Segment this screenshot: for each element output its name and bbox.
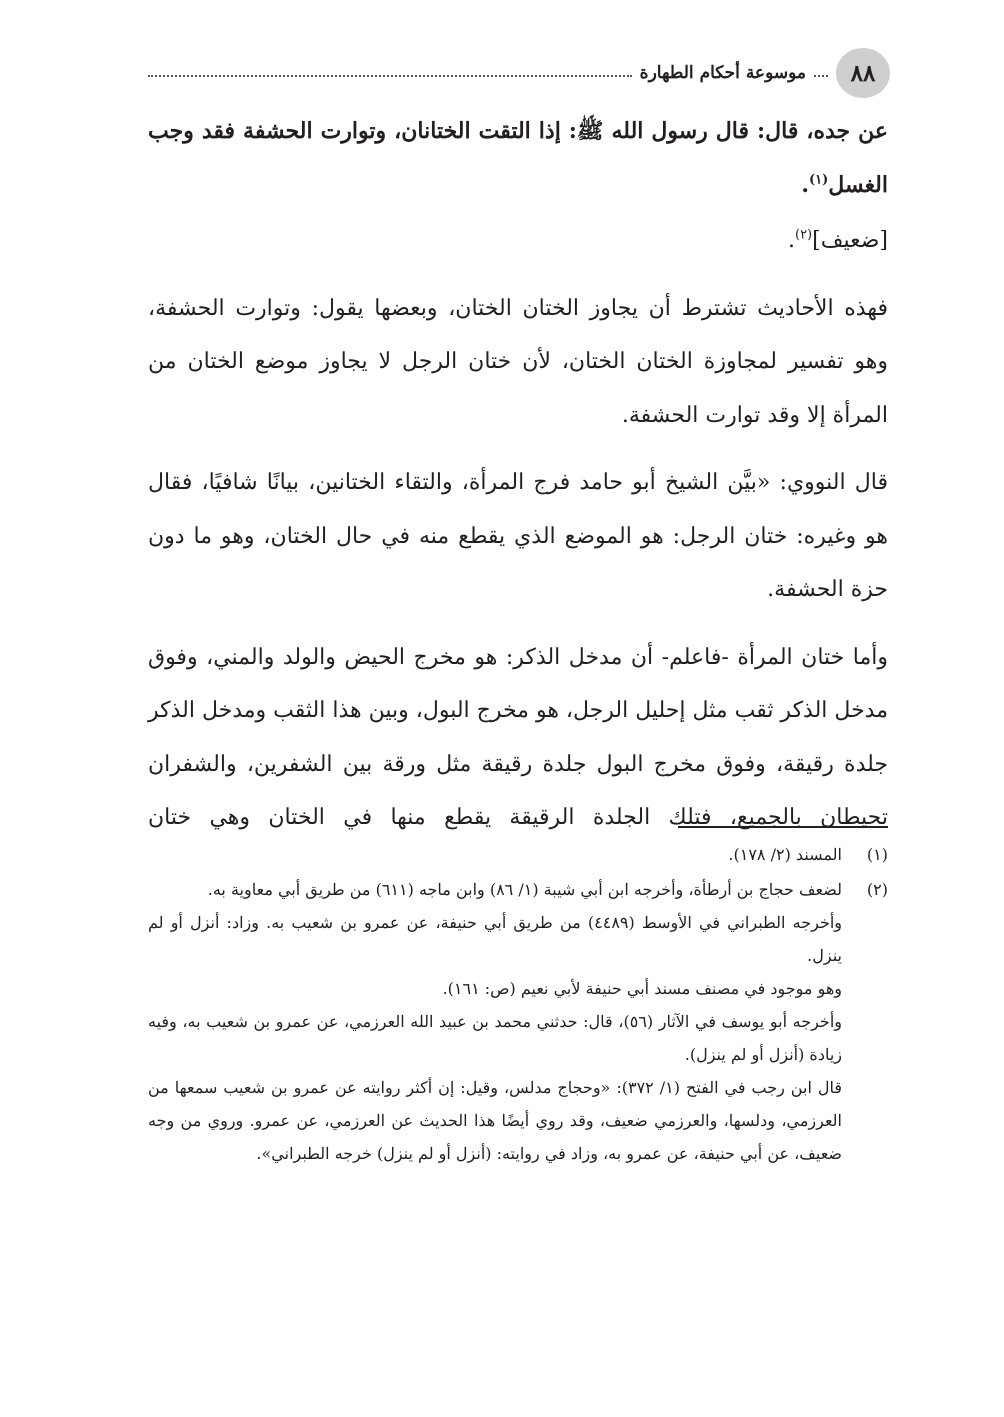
hadith-grade: [ضعيف]	[812, 228, 888, 253]
hadith-period: .	[801, 171, 809, 198]
footnote-text: وأخرجه الطبراني في الأوسط (٤٤٨٩) من طريق أبي حنيفة، عن عمرو بن شعيب به. وزاد: أنزل أو لم ينزل.	[148, 913, 843, 965]
main-text	[148, 105, 888, 845]
header-title-row	[148, 62, 828, 84]
book-title: موسوعة أحكام الطهارة	[639, 63, 806, 83]
footnotes	[148, 838, 888, 1170]
footnote-text: قال ابن رجب في الفتح (١/ ٣٧٢): «وحجاج مدلس، وقيل: إن أكثر روايته عن عمرو بن شعيب سمعها من العرزمي، ودلسها، والعرزمي ضعيف، وقد روي أيضًا هذا الحديث عن العرزمي، عن عمرو. وروي من وجه ضعيف، عن أبي حنيفة، عن عمرو به، وزاد في روايته: (أنزل أو لم ينزل) خرجه الطبراني».	[148, 1078, 843, 1163]
footnote-text: لضعف حجاج بن أرطأة، وأخرجه ابن أبي شيبة (١/ ٨٦) وابن ماجه (٦١١) من طريق أبي معاوية به.	[207, 880, 842, 899]
footnote-1	[148, 838, 888, 871]
header-dots-leading	[814, 75, 828, 77]
footnote-body	[148, 838, 842, 871]
footnote-body	[148, 873, 842, 1170]
grade-period: .	[787, 228, 795, 253]
footnote-text: المسند (٢/ ١٧٨).	[728, 845, 842, 864]
footnote-text: وهو موجود في مصنف مسند أبي حنيفة لأبي نعيم (ص: ١٦١).	[442, 979, 842, 998]
page-number: ٨٨	[850, 59, 876, 87]
hadith-text: عن جده، قال: قال رسول الله ﷺ: إذا التقت الختانان، وتوارت الحشفة فقد وجب الغسل	[148, 118, 888, 198]
footnote-ref-2[interactable]: (٢)	[794, 227, 813, 243]
running-header	[148, 48, 890, 98]
body-paragraph-2: قال النووي: «بيَّن الشيخ أبو حامد فرج المرأة، والتقاء الختانين، بيانًا شافيًا، فقال هو وغيره: ختان الرجل: هو الموضع الذي يقطع منه في حال الختان، وهو ما دون حزة الحشفة.	[148, 470, 888, 602]
body-paragraph-1: فهذه الأحاديث تشترط أن يجاوز الختان الختان، وبعضها يقول: وتوارت الحشفة، وهو تفسير لمجاوزة الختان الختان، لأن ختان الرجل لا يجاوز موضع الختان من المرأة إلا وقد توارت الحشفة.	[148, 295, 888, 428]
footnote-number: (٢)	[866, 880, 888, 899]
grade-paragraph	[148, 214, 888, 268]
header-dots-trailing	[148, 75, 632, 77]
body-paragraph-3: وأما ختان المرأة -فاعلم- أن مدخل الذكر: هو مخرج الحيض والولد والمني، وفوق مدخل الذكر ثقب مثل إحليل الرجل، هو مخرج البول، وبين هذا الثقب ومدخل الذكر جلدة رقيقة، وفوق مخرج البول جلدة رقيقة مثل ورقة بين الشفرين، والشفران تحيطان بالجميع، فتلك الجلدة الرقيقة يقطع منها في الختان وهي ختان	[148, 644, 888, 830]
footnote-2	[148, 873, 888, 1170]
footnote-ref-1[interactable]: (١)	[808, 172, 829, 188]
footnote-text: وأخرجه أبو يوسف في الآثار (٥٦)، قال: حدثني محمد بن عبيد الله العرزمي، عن عمرو بن شعيب به، وفيه زيادة (أنزل أو لم ينزل).	[148, 1012, 842, 1064]
footnote-number: (١)	[866, 845, 888, 864]
footnote-separator	[678, 826, 888, 828]
hadith-paragraph	[148, 105, 888, 212]
page-number-badge	[836, 48, 890, 98]
